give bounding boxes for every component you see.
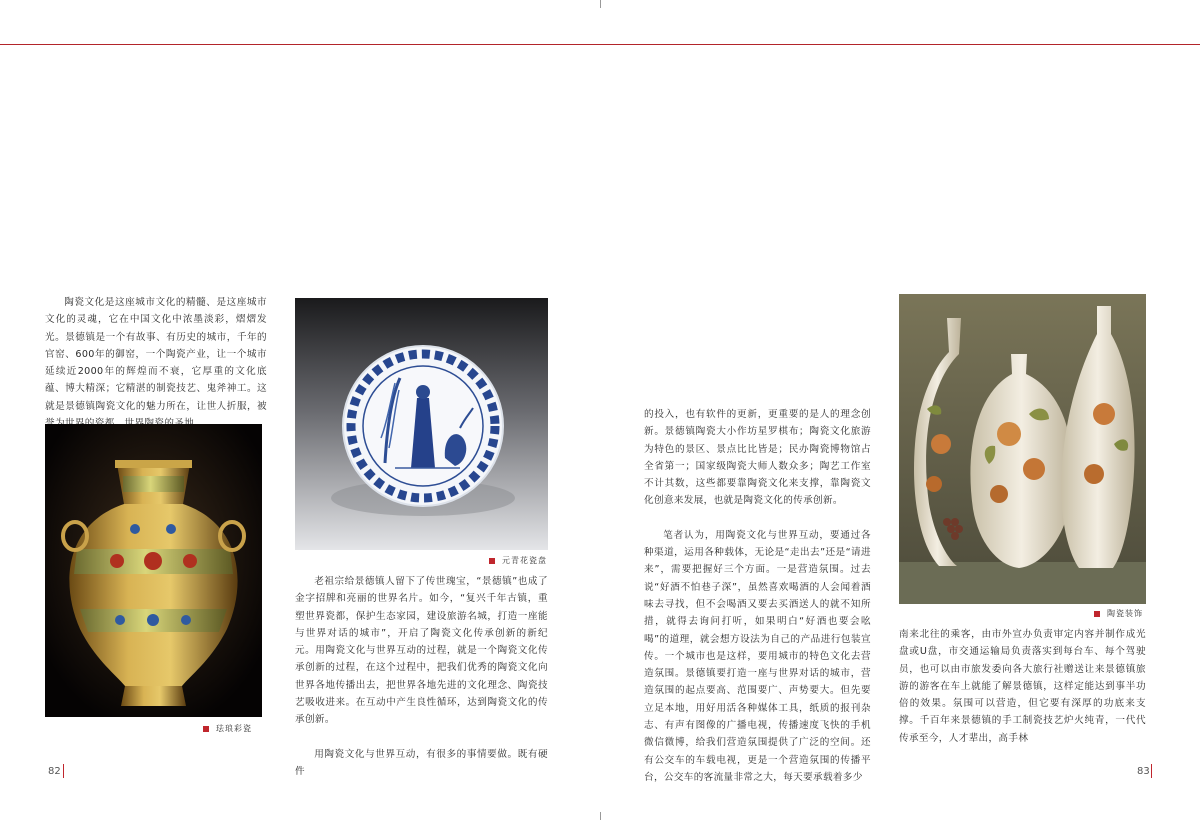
caption-marker [203,726,209,732]
caption-plate [489,555,547,566]
header-rule [0,44,1200,45]
caption-enamel-vase [203,723,252,734]
left-paragraph-1: 陶瓷文化是这座城市文化的精髓、是这座城市文化的灵魂，它在中国文化中浓墨淡彩，熠熠发光。景德镇是一个有故事、有历史的城市，千年的官窑、600年的御窑，一个陶瓷产业，让一个城市延续近2000年的辉煌而不衰，它厚重的文化底蕴、博大精深；它精湛的制瓷技艺、鬼斧神工。这就是景德镇陶瓷文化的魅力所在，让世人折服，被 [45,297,267,412]
right-paragraph-2: 笔者认为，用陶瓷文化与世界互动，要通过各种渠道，运用各种载体，无论是“走出去”还是“请进来”，需要把握好三个方面。一是营造氛围。过去说“好酒不怕巷子深”，虽然喜欢喝酒的人会闻着酒味去寻找，但不会喝酒又要去买酒送人的就不知所措，就得去询问打听，如果明白“好酒也要会吆喝”的道理，就会想方设法为自己的产品进行包装宣传。一个城市也是这样，要用城市的特色文化去营造氛围。景德镇要打造一座与世界对话的城市，营造氛围的起点要高、范围要广、声势要大。但先要立足本地，用好用活各种媒体工具，纸质的报刊杂志、有声有图像的广播电视，传播速度飞快的手机微信微博，给我们营造氛围提供了广泛的空间。还有公交车的车载电视，更是一个营造氛围的传播平台，公交车的客流量非常之大，每天要承载着多少 [644,529,871,783]
page-number-right: 83 [1137,766,1150,777]
vase-illustration [45,424,262,717]
vases-painting-illustration [899,294,1146,604]
enamel-vase-photo [45,424,262,717]
caption-decorative-vases [1094,608,1143,619]
left-paragraph-3: 用陶瓷文化与世界互动，有很多的事情要做。既有硬件 [295,748,548,777]
page-number-bar-right [1151,764,1152,778]
crop-mark-bottom [600,812,601,820]
caption-enamel-vase-text: 珐琅彩瓷 [216,724,252,733]
caption-marker [489,558,495,564]
left-body-text [295,573,548,797]
caption-marker [1094,611,1100,617]
right-paragraph-1: 的投入，也有软件的更新，更重要的是人的理念创新。景德镇陶瓷大小作坊星罗棋布；陶瓷文化旅游为特色的景区、景点比比皆是；民办陶瓷博物馆占全省第一；国家级陶瓷大师人数众多；陶艺工作室不计其数，这些都要靠陶瓷文化来支撑，靠陶瓷文化创意来发展，也就是陶瓷文化的传承创新。 [644,409,871,507]
caption-plate-text: 元青花瓷盘 [502,556,547,565]
crop-mark-top [600,0,601,8]
page-number-left: 82 [48,766,61,777]
plate-illustration [295,298,548,550]
blue-white-plate-photo [295,298,548,550]
right-column-text [899,626,1146,764]
page-number-bar-left [63,764,64,778]
right-body-text [644,406,871,803]
right-paragraph-3: 南来北往的乘客，由市外宣办负责审定内容并制作成光盘或U盘，市交通运输局负责落实到每台车、每个驾驶员，也可以由市旅发委向各大旅行社赠送让来景德镇旅游的游客在车上就能了解景德镇，这样定能达到事半功倍的效果。氛围可以营造，但它要有深厚的功底来支撑。千百年来景德镇的手工制瓷技艺炉火纯青，一代代传承至今，人才辈出，高手林 [899,629,1146,744]
left-paragraph-2: 老祖宗给景德镇人留下了传世瑰宝，“景德镇”也成了金字招牌和亮丽的世界名片。如今，“复兴千年古镇，重塑世界瓷都，保护生态家园，建设旅游名城，打造一座能与世界对话的城市”，开启了陶瓷文化传承创新的新纪元。用陶瓷文化与世界互动的过程，就是一个陶瓷文化传承创新的过程，在这个过程中，把我们优秀的陶瓷文化向世界各地传播出去，把世界各地先进的文化理念、陶瓷技艺吸收进来。在互动中产生良性循环，达到陶瓷文化的传承创新。 [295,576,548,726]
caption-decorative-vases-text: 陶瓷装饰 [1107,609,1143,618]
decorative-vases-photo [899,294,1146,604]
